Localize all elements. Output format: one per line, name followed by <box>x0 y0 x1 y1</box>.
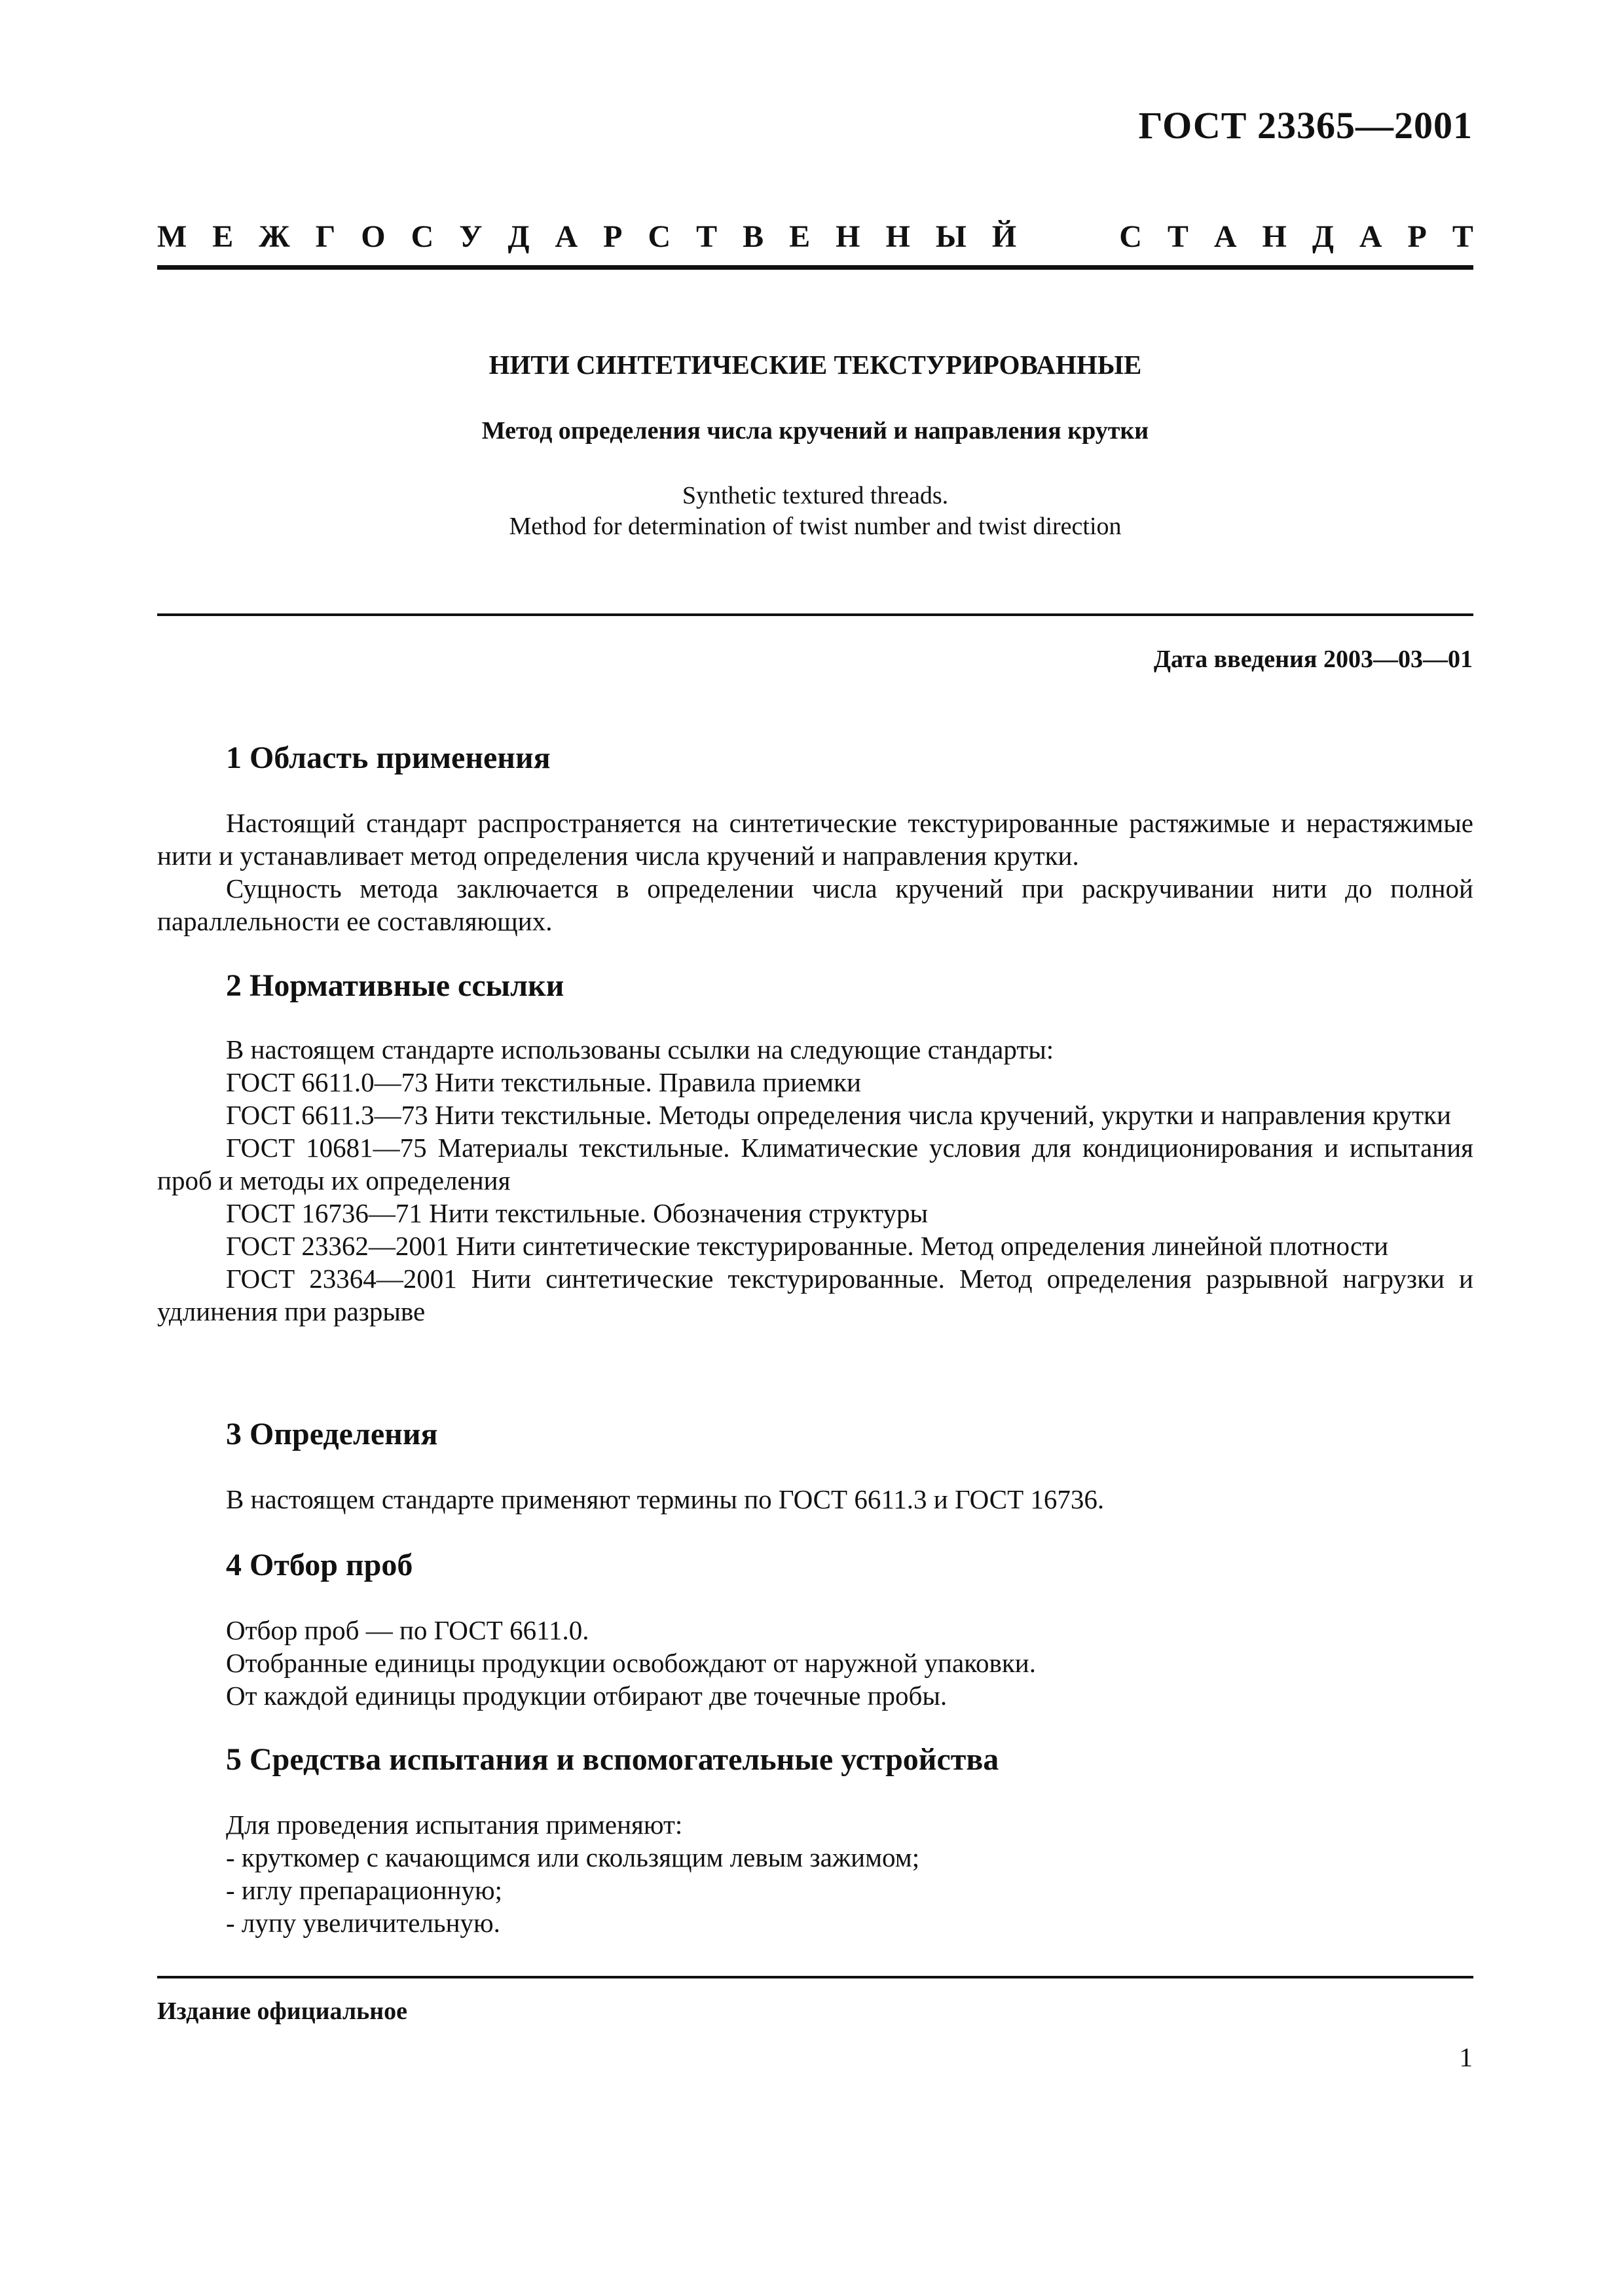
banner-letter: Г <box>315 219 336 254</box>
standard-id: ГОСТ 23365—2001 <box>1138 104 1473 147</box>
section-1-paragraph-1: Настоящий стандарт распространяется на синтетические текстурированные растяжимые и нерастяжимые нити и устанавливает метод определения числа кручений и направления крутки. <box>157 808 1473 871</box>
section-4-line: Отобранные единицы продукции освобождают от наружной упаковки. <box>226 1648 1036 1678</box>
banner-letter: Р <box>603 219 623 254</box>
banner-letter: А <box>555 219 578 254</box>
section-1-body <box>157 807 1473 938</box>
banner-letter: Т <box>1167 219 1189 254</box>
section-4-line: Отбор проб — по ГОСТ 6611.0. <box>226 1615 589 1645</box>
page-number: 1 <box>1459 2042 1473 2072</box>
section-5-intro: Для проведения испытания применяют: <box>226 1810 683 1840</box>
english-title-line-1: Synthetic textured threads. <box>682 482 949 509</box>
banner-letter: А <box>1359 219 1382 254</box>
banner-letter: Д <box>1312 219 1334 254</box>
section-5-heading: 5 Средства испытания и вспомогательные устройства <box>226 1742 999 1777</box>
banner-letter: Ж <box>259 219 290 254</box>
banner-letter: С <box>648 219 671 254</box>
section-4-line: От каждой единицы продукции отбирают две точечные пробы. <box>226 1681 948 1711</box>
section-2-intro: В настоящем стандарте использованы ссылки на следующие стандарты: <box>226 1034 1054 1065</box>
section-1-heading: 1 Область применения <box>226 740 551 775</box>
title-rule <box>157 613 1473 616</box>
interstate-standard-banner <box>157 219 1473 255</box>
banner-letter: О <box>361 219 386 254</box>
banner-letter: Е <box>212 219 234 254</box>
english-title-line-2: Method for determination of twist number and twist direction <box>509 513 1122 540</box>
banner-letter: Н <box>836 219 860 254</box>
banner-letter: Е <box>789 219 811 254</box>
footer-rule <box>157 1976 1473 1978</box>
document-subtitle: Метод определения числа кручений и направления крутки <box>481 417 1149 445</box>
section-3-paragraph: В настоящем стандарте применяют термины по ГОСТ 6611.3 и ГОСТ 16736. <box>226 1484 1105 1514</box>
banner-letter <box>1042 219 1055 255</box>
reference-item: ГОСТ 6611.3—73 Нити текстильные. Методы определения числа кручений, укрутки и направления крутки <box>226 1100 1451 1130</box>
official-edition-label: Издание официальное <box>157 1997 408 2025</box>
section-2-body <box>157 1033 1473 1328</box>
document-title: НИТИ СИНТЕТИЧЕСКИЕ ТЕКСТУРИРОВАННЫЕ <box>488 350 1142 380</box>
banner-letter <box>1080 219 1094 255</box>
banner-letter: Н <box>1262 219 1287 254</box>
banner-letter: Н <box>885 219 910 254</box>
banner-letter: Р <box>1407 219 1427 254</box>
section-1-paragraph-2: Сущность метода заключается в определении числа кручений при раскручивании нити до полной параллельности ее составляющих. <box>157 873 1473 936</box>
banner-letter: У <box>459 219 483 254</box>
section-4-body <box>157 1614 1473 1712</box>
section-3-heading: 3 Определения <box>226 1417 438 1451</box>
section-2-heading: 2 Нормативные ссылки <box>226 968 564 1003</box>
section-3-body <box>157 1483 1473 1516</box>
reference-item: ГОСТ 10681—75 Материалы текстильные. Климатические условия для кондиционирования и испытания проб и методы их определения <box>157 1133 1473 1195</box>
equipment-item: - иглу препарационную; <box>226 1875 503 1905</box>
banner-rule <box>157 265 1473 270</box>
banner-letter: С <box>411 219 434 254</box>
banner-letter: Д <box>507 219 530 254</box>
introduction-date: Дата введения 2003—03—01 <box>1153 646 1473 673</box>
equipment-item: - круткомер с качающимся или скользящим левым зажимом; <box>226 1842 920 1872</box>
reference-item: ГОСТ 16736—71 Нити текстильные. Обозначения структуры <box>226 1198 929 1228</box>
banner-letter: А <box>1213 219 1237 254</box>
section-5-body <box>157 1808 1473 1939</box>
reference-item: ГОСТ 6611.0—73 Нити текстильные. Правила приемки <box>226 1067 861 1097</box>
section-4-heading: 4 Отбор проб <box>226 1548 413 1582</box>
banner-letter: Ы <box>935 219 967 254</box>
banner-letter: В <box>743 219 764 254</box>
banner-letter: Т <box>696 219 718 254</box>
reference-item: ГОСТ 23364—2001 Нити синтетические текстурированные. Метод определения разрывной нагрузки и удлинения при разрыве <box>157 1264 1473 1326</box>
banner-letter: Т <box>1452 219 1473 254</box>
equipment-item: - лупу увеличительную. <box>226 1908 500 1938</box>
reference-item: ГОСТ 23362—2001 Нити синтетические текстурированные. Метод определения линейной плотности <box>226 1231 1389 1261</box>
banner-letter: Й <box>991 219 1017 254</box>
banner-letter: С <box>1119 219 1142 254</box>
banner-letter: М <box>157 219 187 254</box>
